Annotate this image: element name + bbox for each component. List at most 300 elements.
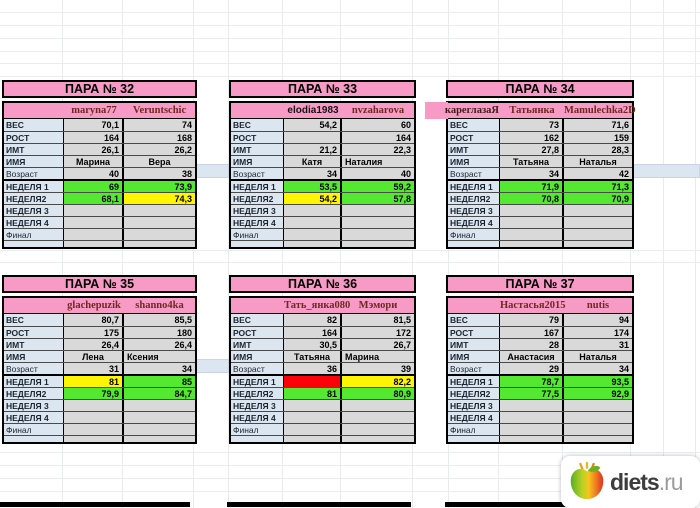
empty-cell[interactable] — [231, 436, 284, 442]
empty-cell[interactable] — [64, 241, 124, 247]
participants-row — [448, 298, 632, 314]
row-week4 — [4, 216, 195, 228]
empty-cell[interactable] — [284, 436, 342, 442]
row-label-ves[interactable]: ВЕС — [4, 119, 64, 131]
gridline — [0, 250, 700, 251]
week3-value-1[interactable] — [500, 205, 564, 216]
rost-value-1[interactable]: 167 — [500, 327, 564, 338]
row-week2 — [231, 192, 414, 204]
row-final — [4, 228, 195, 240]
week4-value-1[interactable] — [284, 217, 342, 228]
row-label-week4[interactable]: НЕДЕЛЯ 4 — [448, 412, 500, 423]
row-label-week4[interactable]: НЕДЕЛЯ 4 — [231, 217, 284, 228]
row-label-rost[interactable]: РОСТ — [448, 132, 500, 143]
row-label-ves[interactable]: ВЕС — [448, 119, 500, 131]
empty-cell[interactable] — [500, 436, 564, 442]
participant-cell[interactable] — [500, 298, 564, 313]
row-label-vozrast[interactable]: Возраст — [231, 168, 284, 179]
empty-cell[interactable] — [342, 436, 414, 442]
row-ves — [4, 119, 195, 131]
row-week4 — [4, 411, 195, 423]
imt-value-2[interactable]: 31 — [564, 339, 632, 350]
rost-value-2[interactable]: 172 — [342, 327, 414, 338]
row-rost — [231, 326, 414, 338]
ves-value-1[interactable]: 73 — [500, 119, 564, 131]
ves-value-1[interactable]: 79 — [500, 314, 564, 326]
row-label-rost[interactable]: РОСТ — [4, 327, 64, 338]
ves-value-1[interactable]: 70,1 — [64, 119, 124, 131]
row-label-imt[interactable]: ИМТ — [448, 144, 500, 155]
row-vozrast — [231, 362, 414, 374]
participant-name-prefix: кареглазаЯ — [444, 105, 499, 116]
vozrast-value-2[interactable]: 34 — [124, 363, 195, 374]
vozrast-value-2[interactable]: 42 — [564, 168, 632, 179]
row-week1 — [448, 179, 632, 192]
ves-value-2[interactable]: 81,5 — [342, 314, 414, 326]
row-label-vozrast[interactable]: Возраст — [448, 168, 500, 179]
imt-value-2[interactable]: 26,2 — [124, 144, 195, 155]
vozrast-value-1[interactable]: 34 — [284, 168, 342, 179]
week4-value-1[interactable] — [500, 412, 564, 423]
row-ves — [4, 314, 195, 326]
week4-value-1[interactable] — [500, 217, 564, 228]
row-imt — [448, 338, 632, 350]
participant-cell[interactable] — [342, 298, 414, 313]
row-label-ves[interactable]: ВЕС — [231, 119, 284, 131]
apple-icon — [568, 462, 606, 502]
participant-name: Veruntschic — [132, 105, 187, 116]
pair-table — [2, 275, 197, 444]
row-label-week2[interactable]: НЕДЕЛЯ2 — [448, 388, 500, 399]
row-label-imya[interactable]: ИМЯ — [231, 156, 284, 167]
week3-value-1[interactable] — [500, 400, 564, 411]
gridline — [0, 452, 700, 453]
ves-value-1[interactable]: 54,2 — [284, 119, 342, 131]
imya-value-2[interactable]: Вера — [124, 156, 195, 167]
row-imya — [4, 350, 195, 362]
row-ves — [448, 119, 632, 131]
participants-row — [231, 298, 414, 314]
empty-row — [448, 435, 632, 442]
final-value-2[interactable] — [124, 229, 195, 240]
row-vozrast — [4, 362, 195, 374]
next-table-border — [0, 502, 190, 507]
pair-title[interactable]: ПАРА № 36 — [229, 275, 416, 293]
row-week3 — [448, 399, 632, 411]
final-value-1[interactable] — [64, 424, 124, 435]
row-label-week2[interactable]: НЕДЕЛЯ2 — [448, 193, 500, 204]
gridline — [0, 51, 700, 52]
row-label-week3[interactable]: НЕДЕЛЯ 3 — [231, 205, 284, 216]
row-label-week1[interactable]: НЕДЕЛЯ 1 — [231, 181, 284, 192]
rost-value-1[interactable] — [284, 132, 342, 143]
vozrast-value-1[interactable]: 36 — [284, 363, 342, 374]
imt-value-2[interactable]: 26,7 — [342, 339, 414, 350]
week4-value-2[interactable] — [564, 217, 632, 228]
week4-value-2[interactable] — [124, 412, 195, 423]
week2-value-1[interactable]: 79,9 — [64, 388, 124, 399]
imya-value-1[interactable]: Катя — [284, 156, 342, 167]
row-label-week2[interactable]: НЕДЕЛЯ2 — [4, 193, 64, 204]
row-label-week4[interactable]: НЕДЕЛЯ 4 — [4, 412, 64, 423]
imya-value-1[interactable]: Татьяна — [500, 156, 564, 167]
row-week2 — [448, 192, 632, 204]
vozrast-value-2[interactable]: 39 — [342, 363, 414, 374]
participant-name: Мэмори — [358, 300, 398, 311]
row-label-imya[interactable]: ИМЯ — [231, 351, 284, 362]
empty-cell[interactable] — [193, 359, 229, 373]
empty-cell[interactable] — [448, 241, 500, 247]
row-imya — [448, 350, 632, 362]
empty-cell[interactable] — [564, 436, 632, 442]
pair-title[interactable]: ПАРА № 37 — [446, 275, 634, 293]
row-week1 — [4, 179, 195, 192]
ves-value-2[interactable]: 71,6 — [564, 119, 632, 131]
empty-cell[interactable] — [284, 241, 342, 247]
row-week2 — [448, 387, 632, 399]
empty-row — [231, 240, 414, 247]
week2-value-2[interactable]: 74,3 — [124, 193, 195, 204]
empty-row — [4, 240, 195, 247]
imya-value-1[interactable]: Лена — [64, 351, 124, 362]
participant-cell[interactable] — [124, 298, 195, 313]
ves-value-2[interactable]: 60 — [342, 119, 414, 131]
participant-cell[interactable] — [124, 103, 195, 118]
final-value-1[interactable] — [64, 229, 124, 240]
gridline — [0, 262, 700, 263]
row-label-imt[interactable]: ИМТ — [448, 339, 500, 350]
vozrast-value-1[interactable]: 29 — [500, 363, 564, 374]
row-vozrast — [4, 167, 195, 179]
participant-cell[interactable] — [342, 103, 414, 118]
row-label-imt[interactable]: ИМТ — [4, 144, 64, 155]
imt-value-2[interactable]: 28,3 — [564, 144, 632, 155]
pair-title[interactable]: ПАРА № 33 — [229, 80, 416, 98]
week1-value-2[interactable]: 59,2 — [342, 181, 414, 192]
row-rost — [4, 131, 195, 143]
week1-value-1[interactable]: 69 — [64, 181, 124, 192]
row-label-imya[interactable]: ИМЯ — [448, 351, 500, 362]
row-imt — [231, 338, 414, 350]
row-ves — [231, 119, 414, 131]
week1-value-2[interactable]: 82,2 — [342, 376, 414, 387]
row-label-week4[interactable]: НЕДЕЛЯ 4 — [448, 217, 500, 228]
row-vozrast — [448, 362, 632, 374]
row-rost — [448, 326, 632, 338]
participant-cell[interactable] — [564, 298, 632, 313]
imt-value-2[interactable]: 22,3 — [342, 144, 414, 155]
pair-table-body — [446, 101, 634, 249]
week4-value-2[interactable] — [564, 412, 632, 423]
row-rost — [448, 131, 632, 143]
row-label-imt[interactable]: ИМТ — [231, 144, 284, 155]
imt-value-1[interactable]: 30,5 — [284, 339, 342, 350]
imt-value-2[interactable]: 26,4 — [124, 339, 195, 350]
row-label-week3[interactable]: НЕДЕЛЯ 3 — [4, 205, 64, 216]
row-final — [231, 423, 414, 435]
pair-table — [446, 275, 634, 444]
row-label-week2[interactable]: НЕДЕЛЯ2 — [4, 388, 64, 399]
week3-value-2[interactable] — [564, 400, 632, 411]
row-label-imt[interactable]: ИМТ — [4, 339, 64, 350]
imt-value-1[interactable]: 21,2 — [284, 144, 342, 155]
row-final — [4, 423, 195, 435]
row-label-week1[interactable]: НЕДЕЛЯ 1 — [4, 181, 64, 192]
gridline — [0, 76, 700, 77]
final-value-2[interactable] — [564, 424, 632, 435]
imya-value-2[interactable]: Наталья — [564, 156, 632, 167]
row-label-ves[interactable]: ВЕС — [4, 314, 64, 326]
rost-value-2[interactable]: 159 — [564, 132, 632, 143]
pair-table — [2, 80, 197, 249]
empty-cell[interactable] — [231, 241, 284, 247]
row-imya — [4, 155, 195, 167]
row-week2 — [4, 387, 195, 399]
final-value-2[interactable] — [342, 424, 414, 435]
week1-value-2[interactable]: 71,3 — [564, 181, 632, 192]
week1-value-1[interactable]: 53,5 — [284, 181, 342, 192]
diets-logo[interactable] — [561, 456, 700, 508]
participants-row-spacer — [4, 103, 64, 118]
imt-value-1[interactable]: 26,4 — [64, 339, 124, 350]
ves-value-2[interactable]: 85,5 — [124, 314, 195, 326]
empty-cell[interactable] — [500, 241, 564, 247]
participant-name: shanno4ka — [135, 300, 184, 311]
row-label-rost[interactable]: РОСТ — [231, 327, 284, 338]
imya-value-2[interactable]: Наталия — [342, 156, 414, 167]
row-label-rost[interactable]: РОСТ — [448, 327, 500, 338]
vozrast-value-2[interactable]: 38 — [124, 168, 195, 179]
vozrast-value-2[interactable]: 34 — [564, 363, 632, 374]
week3-value-2[interactable] — [342, 205, 414, 216]
row-label-rost[interactable]: РОСТ — [231, 132, 284, 143]
final-value-1[interactable] — [500, 424, 564, 435]
row-label-imya[interactable]: ИМЯ — [4, 351, 64, 362]
rost-value-1[interactable]: 175 — [64, 327, 124, 338]
vozrast-value-1[interactable]: 34 — [500, 168, 564, 179]
imt-value-1[interactable]: 27,8 — [500, 144, 564, 155]
row-label-imya[interactable]: ИМЯ — [448, 156, 500, 167]
empty-cell[interactable] — [448, 436, 500, 442]
row-label-week2[interactable]: НЕДЕЛЯ2 — [231, 193, 284, 204]
empty-cell[interactable] — [193, 164, 229, 178]
rost-value-2[interactable]: 168 — [124, 132, 195, 143]
week1-value-1[interactable]: 78,7 — [500, 376, 564, 387]
week4-value-2[interactable] — [342, 412, 414, 423]
week1-value-2[interactable]: 93,5 — [564, 376, 632, 387]
participant-cell[interactable] — [284, 298, 351, 313]
imt-value-1[interactable]: 28 — [500, 339, 564, 350]
row-label-final[interactable]: Финал — [231, 229, 284, 240]
rost-value-1[interactable]: 162 — [500, 132, 564, 143]
imt-value-1[interactable]: 26,1 — [64, 144, 124, 155]
participant-name: elodia1983 — [287, 105, 339, 116]
participant-cell[interactable] — [564, 103, 636, 118]
ves-value-2[interactable]: 94 — [564, 314, 632, 326]
final-value-2[interactable] — [342, 229, 414, 240]
ves-value-2[interactable]: 74 — [124, 119, 195, 131]
week3-value-1[interactable] — [284, 205, 342, 216]
row-label-vozrast[interactable]: Возраст — [448, 363, 500, 374]
row-label-imt[interactable]: ИМТ — [231, 339, 284, 350]
participants-row-spacer — [4, 298, 64, 313]
row-label-rost[interactable]: РОСТ — [4, 132, 64, 143]
participants-row — [444, 103, 636, 119]
row-week2 — [4, 192, 195, 204]
week1-value-1[interactable]: 81 — [64, 376, 124, 387]
gridline — [0, 25, 700, 26]
final-value-1[interactable] — [500, 229, 564, 240]
week2-value-1[interactable]: 81 — [284, 388, 342, 399]
imya-value-1[interactable]: Анастасия — [500, 351, 564, 362]
gridline — [0, 38, 700, 39]
row-label-week1[interactable]: НЕДЕЛЯ 1 — [448, 181, 500, 192]
week3-value-1[interactable] — [284, 400, 342, 411]
row-imt — [4, 143, 195, 155]
row-final — [448, 228, 632, 240]
row-label-week4[interactable]: НЕДЕЛЯ 4 — [4, 217, 64, 228]
empty-cell[interactable] — [564, 241, 632, 247]
final-value-2[interactable] — [564, 229, 632, 240]
imya-value-2[interactable]: Ксения — [124, 351, 195, 362]
row-week3 — [4, 204, 195, 216]
empty-cell[interactable] — [342, 241, 414, 247]
row-label-vozrast[interactable]: Возраст — [4, 168, 64, 179]
empty-cell[interactable] — [4, 241, 64, 247]
empty-row — [4, 435, 195, 442]
row-label-imya[interactable]: ИМЯ — [4, 156, 64, 167]
week3-value-2[interactable] — [342, 400, 414, 411]
week2-value-1[interactable]: 68,1 — [64, 193, 124, 204]
week2-value-2[interactable]: 92,9 — [564, 388, 632, 399]
row-label-week3[interactable]: НЕДЕЛЯ 3 — [4, 400, 64, 411]
final-value-1[interactable] — [284, 229, 342, 240]
participants-row — [4, 298, 195, 314]
final-value-2[interactable] — [124, 424, 195, 435]
row-imt — [448, 143, 632, 155]
week4-value-1[interactable] — [64, 412, 124, 423]
row-week4 — [231, 411, 414, 423]
row-label-final[interactable]: Финал — [448, 229, 500, 240]
rost-value-1[interactable]: 164 — [64, 132, 124, 143]
week4-value-2[interactable] — [342, 217, 414, 228]
week2-value-1[interactable]: 77,5 — [500, 388, 564, 399]
week3-value-1[interactable] — [64, 400, 124, 411]
row-label-vozrast[interactable]: Возраст — [231, 363, 284, 374]
empty-cell[interactable] — [124, 436, 195, 442]
participant-name: Mamulechka2D — [564, 105, 636, 116]
imya-value-2[interactable]: Наталья — [564, 351, 632, 362]
participant-name: maryna77 — [71, 105, 117, 116]
gridline — [0, 63, 700, 64]
row-label-week1[interactable]: НЕДЕЛЯ 1 — [231, 376, 284, 387]
participant-cell[interactable] — [500, 103, 564, 118]
ves-value-1[interactable]: 82 — [284, 314, 342, 326]
row-label-final[interactable]: Финал — [448, 424, 500, 435]
rost-value-1[interactable]: 164 — [284, 327, 342, 338]
row-label-week3[interactable]: НЕДЕЛЯ 3 — [448, 400, 500, 411]
week4-value-2[interactable] — [124, 217, 195, 228]
pair-title[interactable]: ПАРА № 34 — [446, 80, 634, 98]
vozrast-value-1[interactable]: 40 — [64, 168, 124, 179]
row-vozrast — [231, 167, 414, 179]
row-label-final[interactable]: Финал — [231, 424, 284, 435]
rost-value-2[interactable]: 174 — [564, 327, 632, 338]
imya-value-1[interactable]: Марина — [64, 156, 124, 167]
row-imya — [231, 350, 414, 362]
week1-value-2[interactable]: 73,9 — [124, 181, 195, 192]
next-table-border — [227, 502, 411, 507]
empty-cell[interactable] — [630, 164, 700, 178]
week2-value-2[interactable]: 80,9 — [342, 388, 414, 399]
week1-value-2[interactable]: 85 — [124, 376, 195, 387]
week2-value-2[interactable]: 57,8 — [342, 193, 414, 204]
week4-value-1[interactable] — [284, 412, 342, 423]
final-value-1[interactable] — [284, 424, 342, 435]
vozrast-value-2[interactable]: 40 — [342, 168, 414, 179]
pair-table — [446, 80, 634, 249]
row-ves — [231, 314, 414, 326]
week2-value-2[interactable]: 84,7 — [124, 388, 195, 399]
row-week3 — [448, 204, 632, 216]
imya-value-1[interactable]: Татьяна — [284, 351, 342, 362]
empty-row — [231, 435, 414, 442]
row-label-week4[interactable]: НЕДЕЛЯ 4 — [231, 412, 284, 423]
rost-value-2[interactable]: 164 — [342, 132, 414, 143]
participant-cell[interactable] — [64, 103, 124, 118]
participant-name: nvzaharova — [351, 105, 405, 116]
week2-value-2[interactable]: 70,9 — [564, 193, 632, 204]
empty-cell[interactable] — [64, 436, 124, 442]
vozrast-value-1[interactable]: 31 — [64, 363, 124, 374]
week1-value-1[interactable]: 71,9 — [500, 181, 564, 192]
row-label-final[interactable]: Финал — [4, 229, 64, 240]
pair-table — [229, 275, 416, 444]
row-label-week3[interactable]: НЕДЕЛЯ 3 — [448, 205, 500, 216]
week2-value-1[interactable]: 54,2 — [284, 193, 342, 204]
row-label-vozrast[interactable]: Возраст — [4, 363, 64, 374]
row-label-week3[interactable]: НЕДЕЛЯ 3 — [231, 400, 284, 411]
week1-value-1[interactable] — [284, 376, 342, 387]
empty-cell[interactable] — [124, 241, 195, 247]
week3-value-2[interactable] — [124, 205, 195, 216]
row-imt — [4, 338, 195, 350]
pair-title[interactable]: ПАРА № 32 — [2, 80, 197, 98]
row-label-ves[interactable]: ВЕС — [231, 314, 284, 326]
week4-value-1[interactable] — [64, 217, 124, 228]
ves-value-1[interactable]: 80,7 — [64, 314, 124, 326]
row-final — [231, 228, 414, 240]
row-label-week2[interactable]: НЕДЕЛЯ2 — [231, 388, 284, 399]
week2-value-1[interactable]: 70,8 — [500, 193, 564, 204]
row-label-week1[interactable]: НЕДЕЛЯ 1 — [448, 376, 500, 387]
empty-cell[interactable] — [4, 436, 64, 442]
participants-row — [231, 103, 414, 119]
row-week4 — [448, 216, 632, 228]
row-week2 — [231, 387, 414, 399]
week3-value-1[interactable] — [64, 205, 124, 216]
week3-value-2[interactable] — [124, 400, 195, 411]
pair-title[interactable]: ПАРА № 35 — [2, 275, 197, 293]
participant-cell[interactable] — [284, 103, 342, 118]
rost-value-2[interactable]: 180 — [124, 327, 195, 338]
participant-cell[interactable] — [64, 298, 124, 313]
week3-value-2[interactable] — [564, 205, 632, 216]
row-label-week1[interactable]: НЕДЕЛЯ 1 — [4, 376, 64, 387]
row-label-final[interactable]: Финал — [4, 424, 64, 435]
row-label-ves[interactable]: ВЕС — [448, 314, 500, 326]
imya-value-2[interactable]: Марина — [342, 351, 414, 362]
